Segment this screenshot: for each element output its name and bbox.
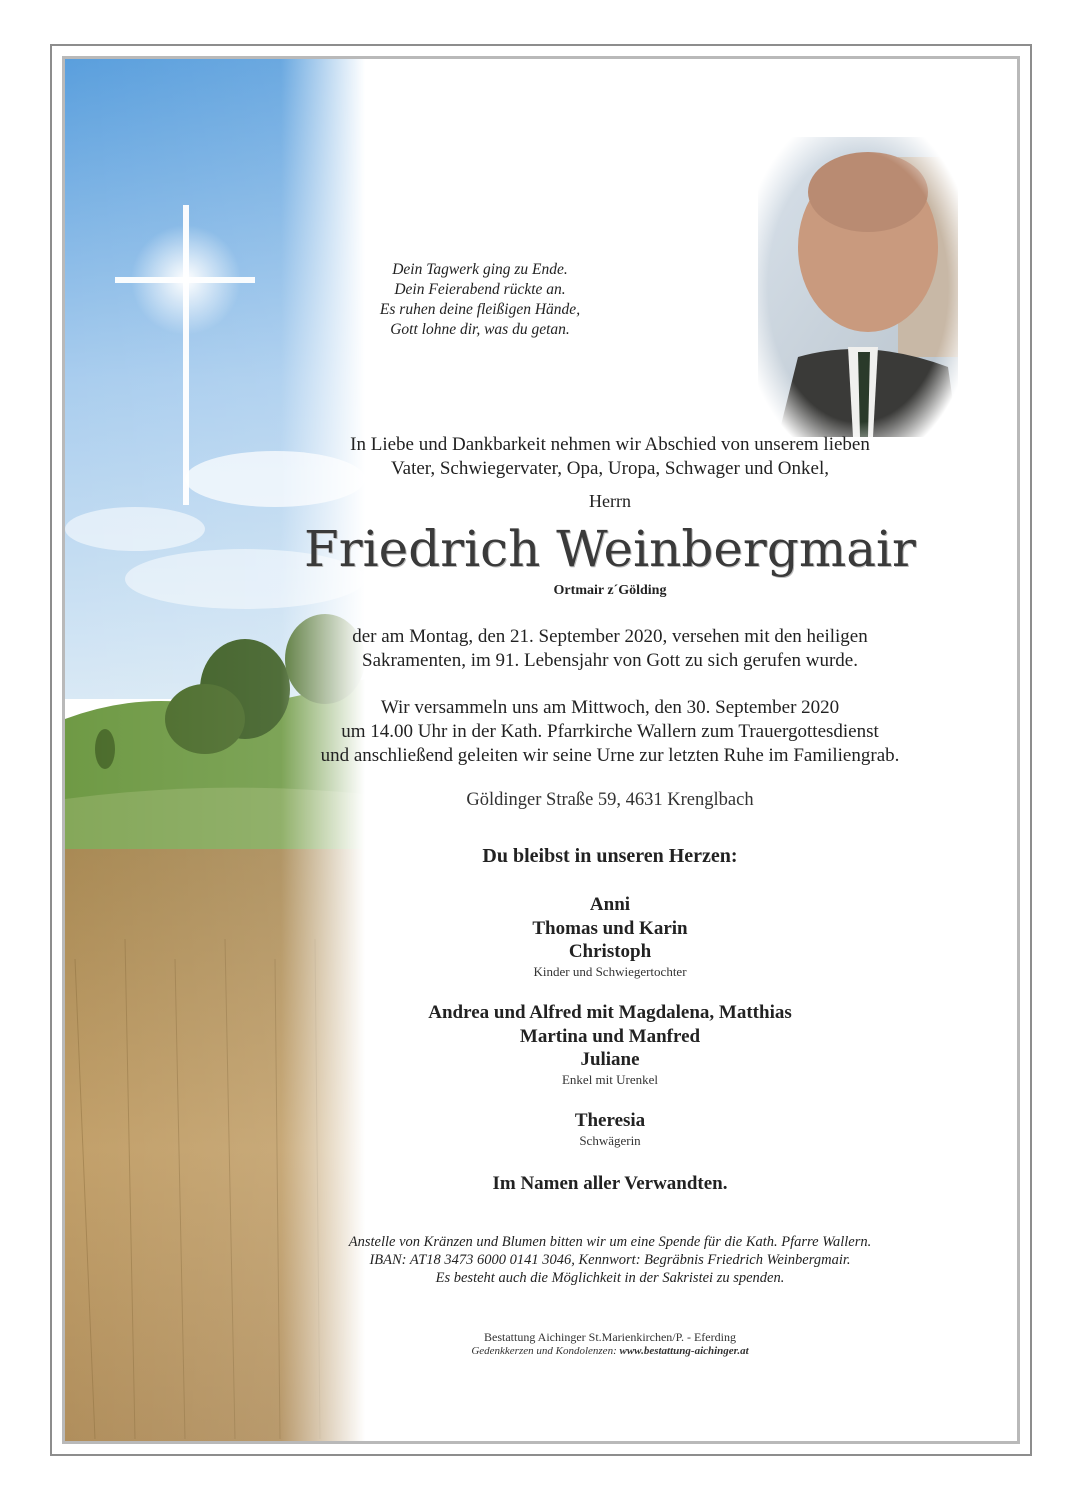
mourner-name: Thomas und Karin bbox=[532, 917, 688, 939]
service-line: Wir versammeln uns am Mittwoch, den 30. September 2020 bbox=[380, 697, 840, 718]
verse-line: Dein Feierabend rückte an. bbox=[394, 281, 566, 298]
mourner-role: Enkel mit Urenkel bbox=[561, 1071, 659, 1087]
intro bbox=[290, 433, 930, 481]
service-line: und anschließend geleiten wir seine Urne zur letzten Ruhe im Familiengrab. bbox=[320, 745, 900, 766]
death-line: Sakramenten, im 91. Lebensjahr von Gott zu sich gerufen wurde. bbox=[362, 650, 858, 671]
hearts-heading: Du bleibst in unseren Herzen: bbox=[482, 845, 738, 867]
salutation: Herrn bbox=[589, 491, 631, 511]
deceased-nickname: Ortmair z´Gölding bbox=[553, 583, 667, 598]
mourner-name: Theresia bbox=[574, 1110, 646, 1131]
condolence-label: Gedenkkerzen und Kondolenzen: bbox=[471, 1345, 617, 1357]
portrait-photo bbox=[758, 137, 958, 437]
service-notice bbox=[290, 696, 930, 768]
verse-line: Gott lohne dir, was du getan. bbox=[390, 321, 570, 338]
death-notice bbox=[290, 625, 930, 673]
mourner-name: Juliane bbox=[580, 1049, 640, 1070]
verse-line: Dein Tagwerk ging zu Ende. bbox=[392, 261, 568, 278]
mourner-name: Martina und Manfred bbox=[519, 1025, 701, 1047]
mourner-group bbox=[290, 1109, 930, 1149]
verse-line: Es ruhen deine fleißigen Hände, bbox=[379, 301, 581, 318]
mourner-name: Andrea und Alfred mit Magdalena, Matthias bbox=[428, 1002, 792, 1023]
undertaker: Bestattung Aichinger St.Marienkirchen/P. - Eferding bbox=[484, 1330, 736, 1344]
address: Göldinger Straße 59, 4631 Krenglbach bbox=[466, 790, 754, 810]
mourner-name: Anni bbox=[589, 894, 631, 915]
service-line: um 14.00 Uhr in der Kath. Pfarrkirche Wallern zum Trauergottesdienst bbox=[341, 721, 879, 742]
intro-line: Vater, Schwiegervater, Opa, Uropa, Schwager und Onkel, bbox=[391, 458, 829, 479]
verse bbox=[290, 260, 670, 340]
donation-notice bbox=[290, 1233, 930, 1287]
deceased-name: Friedrich Weinbergmair bbox=[304, 520, 916, 578]
mourner-role: Schwägerin bbox=[579, 1132, 641, 1148]
donation-line: IBAN: AT18 3473 6000 0141 3046, Kennwort: Begräbnis Friedrich Weinbergmair. bbox=[369, 1252, 851, 1268]
mourner-role: Kinder und Schwiegertochter bbox=[533, 963, 687, 979]
donation-line: Es besteht auch die Möglichkeit in der Sakristei zu spenden. bbox=[435, 1270, 785, 1286]
mourner-name: Christoph bbox=[568, 941, 652, 962]
condolence-link[interactable]: www.bestattung-aichinger.at bbox=[619, 1345, 749, 1357]
intro-line: In Liebe und Dankbarkeit nehmen wir Abschied von unserem lieben bbox=[350, 434, 870, 455]
mourner-group bbox=[290, 1001, 930, 1088]
relatives-line: Im Namen aller Verwandten. bbox=[492, 1173, 728, 1194]
death-line: der am Montag, den 21. September 2020, versehen mit den heiligen bbox=[352, 626, 868, 647]
donation-line: Anstelle von Kränzen und Blumen bitten wir um eine Spende für die Kath. Pfarre Wallern. bbox=[348, 1234, 872, 1250]
condolence-line bbox=[290, 1345, 930, 1357]
mourner-group bbox=[290, 893, 930, 980]
